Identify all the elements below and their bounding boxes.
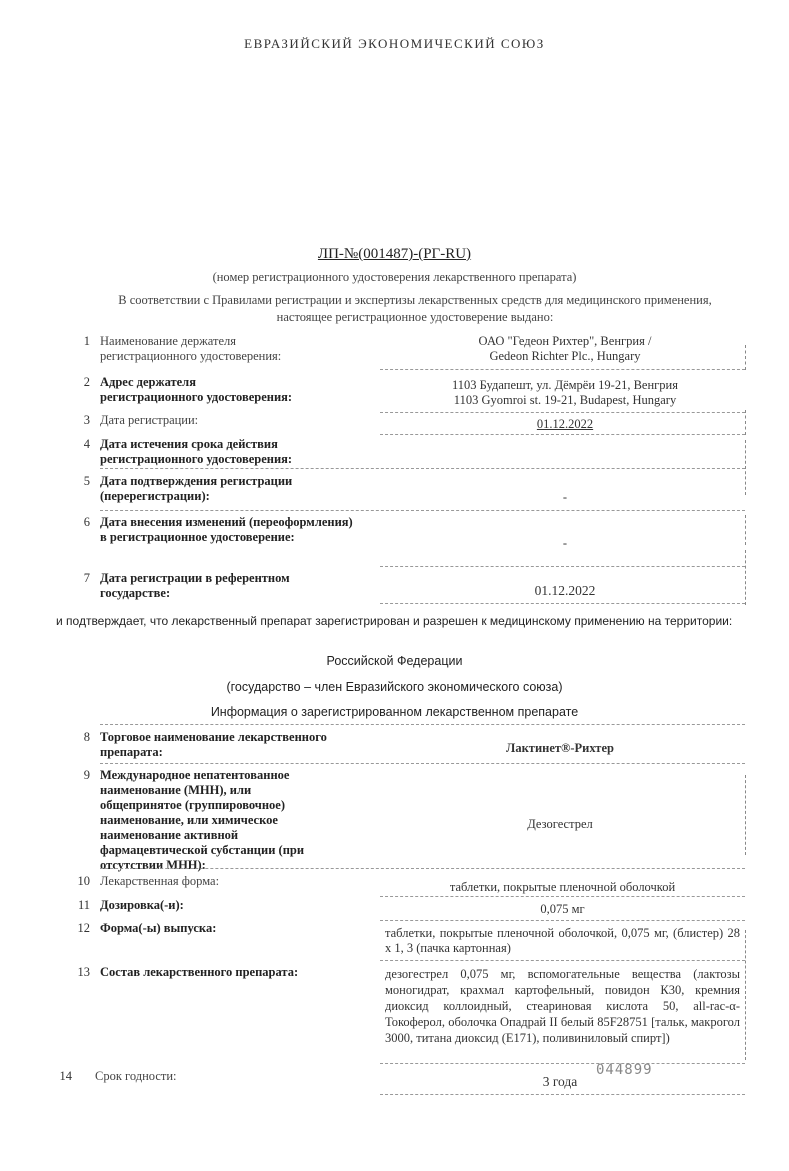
trade-name-label: Торговое наименование лекарственного препарата: xyxy=(100,730,327,759)
divider xyxy=(100,868,745,869)
dosage-form-label: Лекарственная форма: xyxy=(100,874,220,888)
holder-address-label: Адрес держателя регистрационного удостоверения: xyxy=(100,375,293,404)
border-mark xyxy=(745,930,746,1060)
certificate-number-caption: (номер регистрационного удостоверения лекарственного препарата) xyxy=(212,270,577,284)
changes-date-label: Дата внесения изменений (переоформления) в регистрационное удостоверение: xyxy=(100,515,353,544)
divider xyxy=(100,724,745,725)
country-name: Российской Федерации xyxy=(326,654,463,668)
divider xyxy=(380,896,745,897)
border-mark xyxy=(745,345,746,370)
reference-registration-date-value: 01.12.2022 xyxy=(534,583,596,598)
shelf-life-label: Срок годности: xyxy=(95,1069,177,1083)
holder-name-label: Наименование держателя регистрационного удостоверения: xyxy=(100,334,282,363)
row-number: 5 xyxy=(83,474,90,488)
row-number: 7 xyxy=(83,571,90,585)
changes-date-value: - xyxy=(562,536,568,550)
holder-name-en: Gedeon Richter Plc., Hungary xyxy=(489,349,641,363)
section-title: Информация о зарегистрированном лекарственном препарате xyxy=(210,705,579,719)
form-serial-number: 044899 xyxy=(596,1062,653,1078)
release-form-value: таблетки, покрытые пленочной оболочкой, 0,075 мг, (блистер) 28 x 1, 3 (пачка картонная) xyxy=(385,926,740,955)
union-header: ЕВРАЗИЙСКИЙ ЭКОНОМИЧЕСКИЙ СОЮЗ xyxy=(244,36,545,51)
shelf-life-value: 3 года xyxy=(542,1074,578,1089)
divider xyxy=(380,603,745,604)
holder-address-value xyxy=(400,378,730,408)
dosage-form-value: таблетки, покрытые пленочной оболочкой xyxy=(449,880,676,894)
row-number: 12 xyxy=(77,921,90,935)
divider xyxy=(380,434,745,435)
row-number: 8 xyxy=(83,730,90,744)
expiry-date-label: Дата истечения срока действия регистрационного удостоверения: xyxy=(100,437,293,466)
inn-value: Дезогестрел xyxy=(527,817,593,831)
country-caption: (государство – член Евразийского экономического союза) xyxy=(226,680,563,694)
row-number: 6 xyxy=(83,515,90,529)
row-number: 3 xyxy=(83,413,90,427)
border-mark xyxy=(745,410,746,435)
confirmation-text: и подтверждает, что лекарственный препарат зарегистрирован и разрешен к медицинскому применению на территории: xyxy=(56,614,733,628)
certificate-number: ЛП-№(001487)-(РГ-RU) xyxy=(317,246,472,262)
border-mark xyxy=(745,515,746,545)
divider xyxy=(380,369,745,370)
row-number: 13 xyxy=(77,965,90,979)
dosage-label: Дозировка(-и): xyxy=(100,898,184,912)
divider xyxy=(380,1063,745,1064)
inn-label: Международное непатентованное наименование (МНН), или общепринятое (группировочное) наименование, или химическое наименование активной фармацевтической субстанции (при отсутствии МНН): xyxy=(100,768,305,872)
row-number: 14 xyxy=(59,1069,72,1083)
dosage-value: 0,075 мг xyxy=(540,902,585,916)
divider xyxy=(100,468,745,469)
holder-address-en: 1103 Gyomroi st. 19-21, Budapest, Hungary xyxy=(453,393,677,407)
divider xyxy=(380,412,745,413)
registration-date-label: Дата регистрации: xyxy=(100,413,199,427)
border-mark xyxy=(745,775,746,855)
composition-value: дезогестрел 0,075 мг, вспомогательные вещества (лактозы моногидрат, крахмал картофельный, повидон К30, кремния диоксид коллоидный, стеариновая кислота 50, all-rac-α-Токоферол, оболочка Опадрай II белый 85F28751 [тальк, макрогол 3000, титана диоксид (E171), поливиниловый спирт]) xyxy=(385,967,740,1045)
reference-registration-date-label: Дата регистрации в референтном государстве: xyxy=(100,571,290,600)
divider xyxy=(380,920,745,921)
row-number: 11 xyxy=(77,898,90,912)
composition-label: Состав лекарственного препарата: xyxy=(100,965,299,979)
holder-address-ru: 1103 Будапешт, ул. Дёмрёи 19-21, Венгрия xyxy=(452,378,678,392)
registration-date-value: 01.12.2022 xyxy=(536,417,594,431)
divider xyxy=(380,566,745,567)
divider xyxy=(380,1094,745,1095)
row-number: 10 xyxy=(77,874,90,888)
border-mark xyxy=(745,440,746,495)
trade-name-value: Лактинет®-Рихтер xyxy=(506,741,614,755)
release-form-label: Форма(-ы) выпуска: xyxy=(100,921,217,935)
row-number: 1 xyxy=(83,334,90,348)
holder-name-value xyxy=(400,334,730,364)
divider xyxy=(100,763,745,764)
divider xyxy=(380,960,745,961)
row-number: 9 xyxy=(83,768,90,782)
reregistration-date-value: - xyxy=(562,490,568,504)
holder-name-ru: ОАО "Гедеон Рихтер", Венгрия / xyxy=(478,334,652,348)
reregistration-date-label: Дата подтверждения регистрации (перерегистрации): xyxy=(100,474,293,503)
border-mark xyxy=(745,550,746,605)
row-number: 2 xyxy=(83,375,90,389)
intro-text: В соответствии с Правилами регистрации и экспертизы лекарственных средств для медицинского применения, настоящее регистрационное удостоверение выдано: xyxy=(118,293,712,324)
divider xyxy=(100,510,745,511)
row-number: 4 xyxy=(83,437,90,451)
